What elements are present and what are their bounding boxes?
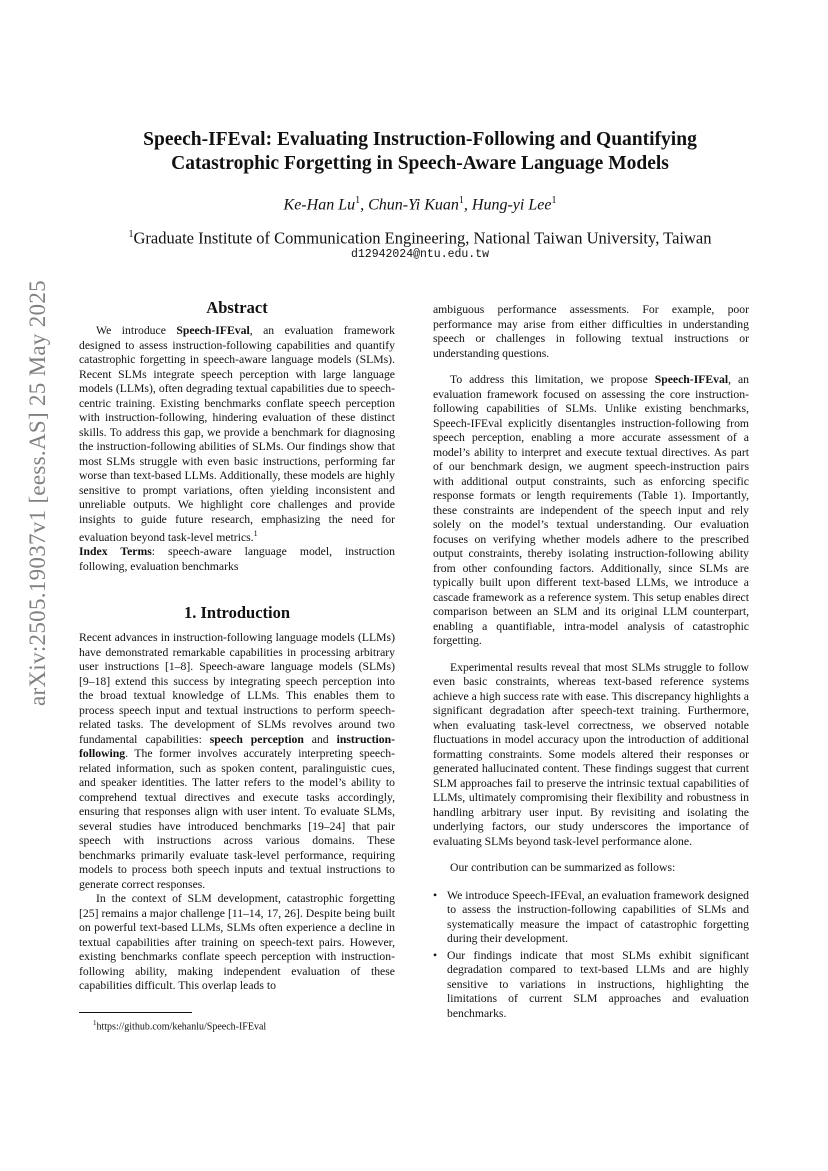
intro-paragraph-3 [433,373,749,649]
introduction-left-column [79,631,395,994]
arxiv-identifier: arXiv:2505.19037v1 [eess.AS] 25 May 2025 [25,280,50,706]
list-item-text: Our findings indicate that most SLMs exhibit significant degradation compared to text-based LLMs and are highly sensitive to variations in instructions, highlighting the limitations of current SLM approaches and evaluation benchmarks. [447,948,749,1020]
intro-paragraph-2: In the context of SLM development, catastrophic forgetting [25] remains a major challenge [11–14, 17, 26]. Despite being built on powerful text-based LLMs, SLMs often experience a decline in textual capabilities after training on speech-text pairs. However, existing benchmarks conflate speech perception with instruction-following ability, making independent evaluation of these capabilities difficult. This overlap leads to [79,892,395,992]
author-affil-mark: 1 [458,195,464,206]
bullet-icon: • [433,948,438,962]
intro-paragraph-1 [79,631,395,892]
intro-text: . The former involves accurately interpreting speech-related information, such as spoken content, paralinguistic cues, and speaker identities. The latter refers to the model’s ability to comprehend textual directives and execute tasks accordingly, ensuring that responses align with user intent. To evaluate SLMs, several studies have introduced benchmarks [19–24] that pair speech with instructions across various domains. These benchmarks primarily evaluate task-level performance, requiring models to process both speech inputs and textual instructions to generate correct responses. [79,747,395,891]
abstract-paragraph [79,324,395,545]
introduction-heading: 1. Introduction [183,603,291,622]
intro-bold-term: speech perception [209,732,304,746]
abstract-benchmark-name: Speech-IFEval [176,324,250,337]
abstract-heading: Abstract [206,298,268,317]
footnote-divider [79,1012,192,1013]
list-item [433,949,749,1022]
contact-email[interactable]: d12942024@ntu.edu.tw [350,248,490,261]
introduction-right-column [433,303,749,1023]
footnote-link[interactable]: https://github.com/kehanlu/Speech-IFEval [96,1021,267,1033]
footnote-mark: 1 [93,1019,97,1027]
abstract-text: We introduce [96,324,177,337]
affiliation-text: Graduate Institute of Communication Engineering, National Taiwan University, Taiwan [133,228,712,248]
affiliation-mark: 1 [128,229,134,240]
index-terms-label: Index Terms [79,545,152,559]
author-affil-mark: 1 [355,195,361,206]
intro-benchmark-name: Speech-IFEval [654,373,729,386]
intro-text: , an evaluation framework focused on assessing the core instruction-following capabilities of SLMs. Unlike existing benchmarks, Speech-IFEval explicitly disentangles instruction-following from speech perception, enabling a more accurate assessment of a model’s ability to interpret and execute textual directives. As part of our benchmark design, we augment speech-instruction pairs with additional output constraints, such as enforcing specific response formats or length requirements (Table 1). Importantly, these constraints are independent of the speech input and rely solely on the model’s textual understanding. Our evaluation focuses on verifying whether models adhere to the prescribed output constraints, thereby isolating instruction-following ability from other confounding factors. Additionally, since SLMs are typically built upon different text-based LLMs, we introduce a cascade framework as a reference system. This setup enables direct comparison between an SLM and its original LLM counterpart, enabling a quantifiable, intra-model analysis of catastrophic forgetting. [433,373,749,647]
title-line-1: Speech-IFEval: Evaluating Instruction-Following and Quantifying [143,129,697,150]
intro-text: To address this limitation, we propose [450,373,655,386]
intro-paragraph-4: Experimental results reveal that most SLMs struggle to follow even basic constraints, whereas text-based reference systems achieve a high success rate with ease. This discrepancy highlights a significant degradation after speech-text training. Furthermore, when evaluating task-level correctness, we observed notable fluctuations in model accuracy upon the introduction of additional formatting constraints. Some models altered their responses or generated hallucinated content. These findings suggest that current SLM approaches fail to preserve the intrinsic textual capabilities of LLMs, ultimately compromising their flexibility and robustness in handling arbitrary user input. By revisiting and isolating the underlying factors, our study underscores the importance of evaluating SLMs beyond task-level performance alone. [433,660,749,848]
intro-paragraph-5: Our contribution can be summarized as follows: [450,861,676,874]
bullet-icon: • [433,888,438,902]
author-name: Hung-yi Lee [471,196,552,214]
index-terms-text: : speech-aware language model, instruction following, evaluation benchmarks [79,545,395,573]
abstract-section [79,324,395,574]
author-affil-mark: 1 [551,195,557,206]
paper-title [100,128,740,176]
intro-bold-term: instruction-following [79,732,396,760]
contribution-list [433,889,749,1022]
author-list: Ke-Han Lu$^1$, Chun-Yi Kuan$^1$, Hung-yi Lee$^1$ [283,195,557,214]
footnote-marker[interactable]: 1 [253,529,258,538]
footnote [93,1017,266,1033]
index-terms [79,545,395,574]
list-item [433,889,749,947]
intro-text: Recent advances in instruction-following language models (LLMs) have demonstrated remarkable capabilities in processing arbitrary user instructions [1–8]. Speech-aware language models (SLMs) [9–18] extend this success by integrating speech perception into the broad textual knowledge of LLMs. This enables them to process speech input and textual instructions to perform speech-related tasks. The development of SLMs revolves around two fundamental capabilities: [79,631,395,746]
affiliation [80,225,760,249]
intro-text: and [303,732,337,746]
abstract-text: , an evaluation framework designed to assess instruction-following capabilities and quantify catastrophic forgetting in speech-aware language models (SLMs). Recent SLMs integrate speech perception with large language models (LLMs), often degrading textual capabilities due to speech-centric training. Existing benchmarks conflate speech perception with instruction-following, hindering evaluation of these distinct skills. To address this gap, we provide a benchmark for diagnosing the instruction-following abilities of SLMs. Our findings show that most SLMs struggle with even basic instructions, performing far worse than text-based LLMs. Additionally, these models are highly sensitive to prompt variations, often yielding inconsistent and unreliable outputs. We highlight core challenges and provide insights to guide future research, emphasizing the need for evaluation beyond task-level metrics. [79,324,395,544]
intro-paragraph-2-continued: ambiguous performance assessments. For example, poor performance may arise from either difficulties in understanding speech or challenges in following textual instructions or understanding questions. [433,303,749,360]
title-line-2: Catastrophic Forgetting in Speech-Aware Language Models [171,153,669,174]
author-name: Ke-Han Lu [283,196,356,214]
list-item-text: We introduce Speech-IFEval, an evaluation framework designed to assess the instruction-following capabilities of SLMs and systematically measure the impact of catastrophic forgetting during their development. [447,888,749,945]
author-name: Chun-Yi Kuan [368,196,459,214]
